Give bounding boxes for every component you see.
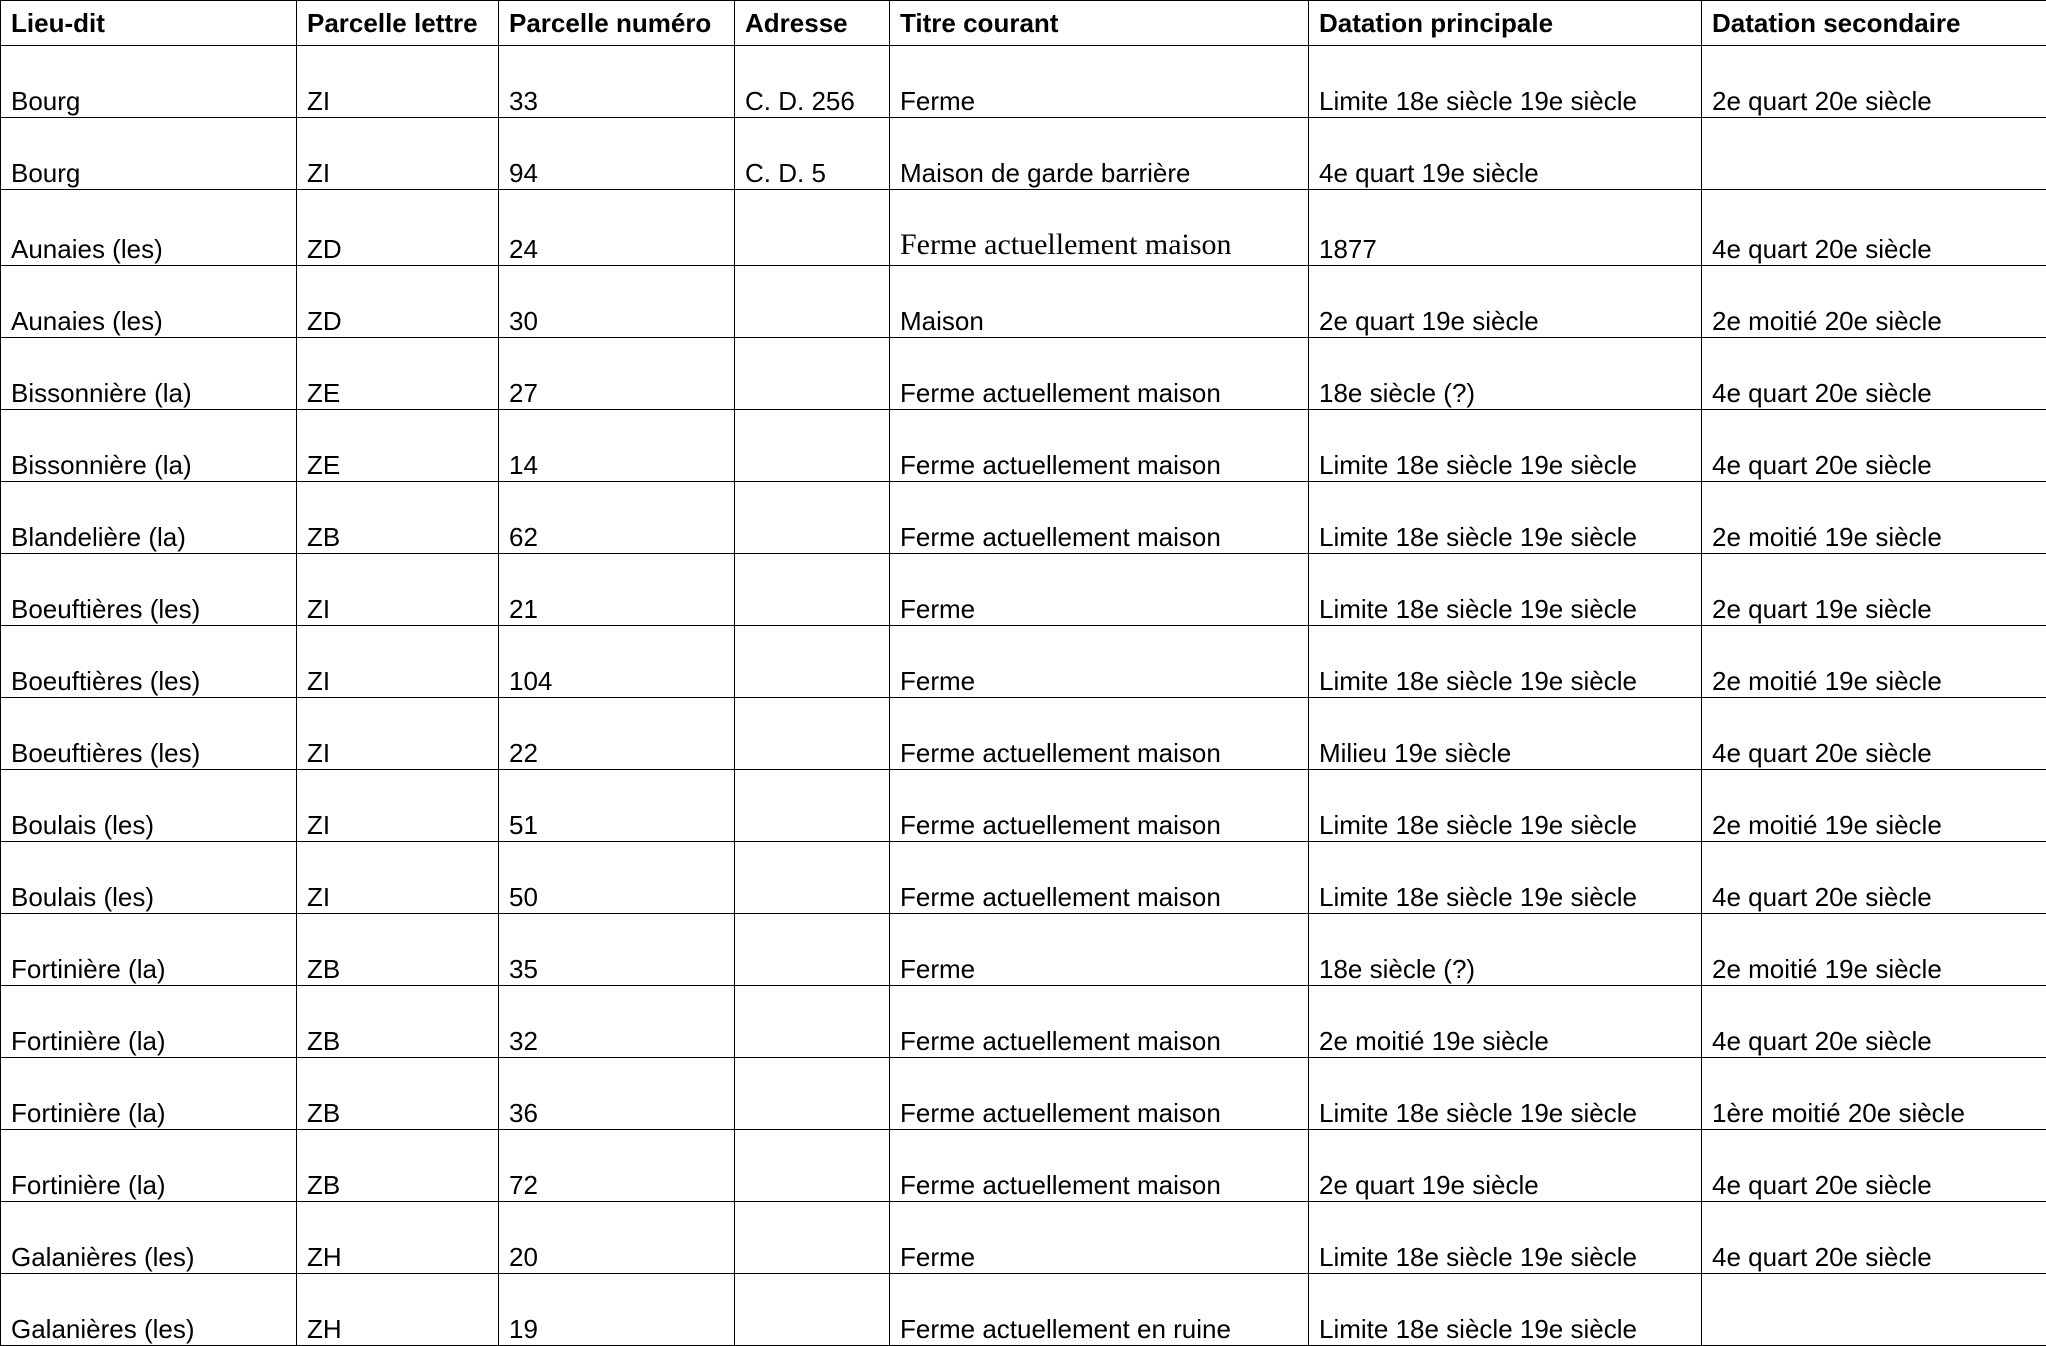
- cell-parcelle-lettre: ZD: [297, 266, 499, 338]
- table-row: [1, 986, 2046, 1058]
- cell-datation-principale: 18e siècle (?): [1309, 914, 1702, 986]
- table-row: [1, 410, 2046, 482]
- cell-lieu-dit: Blandelière (la): [1, 482, 297, 554]
- cell-datation-secondaire: 2e quart 19e siècle: [1702, 554, 2046, 626]
- cell-lieu-dit: Galanières (les): [1, 1202, 297, 1274]
- cell-datation-principale: 2e quart 19e siècle: [1309, 266, 1702, 338]
- cell-adresse: [735, 914, 890, 986]
- table-row: [1, 1274, 2046, 1346]
- cell-lieu-dit: Bourg: [1, 118, 297, 190]
- cell-datation-secondaire: 2e moitié 19e siècle: [1702, 770, 2046, 842]
- cell-parcelle-lettre: ZI: [297, 554, 499, 626]
- cell-datation-secondaire: 4e quart 20e siècle: [1702, 410, 2046, 482]
- cell-titre-courant: Ferme actuellement maison: [890, 410, 1309, 482]
- cell-titre-courant: Maison de garde barrière: [890, 118, 1309, 190]
- cell-parcelle-numero: 62: [499, 482, 735, 554]
- header-adresse: Adresse: [735, 1, 890, 46]
- cell-adresse: [735, 338, 890, 410]
- cell-parcelle-numero: 20: [499, 1202, 735, 1274]
- cell-titre-courant: Ferme: [890, 626, 1309, 698]
- cell-parcelle-lettre: ZI: [297, 626, 499, 698]
- cell-datation-secondaire: 2e moitié 19e siècle: [1702, 482, 2046, 554]
- table-row: [1, 770, 2046, 842]
- header-datation-principale: Datation principale: [1309, 1, 1702, 46]
- cell-datation-secondaire: 1ère moitié 20e siècle: [1702, 1058, 2046, 1130]
- cell-titre-courant: Ferme: [890, 554, 1309, 626]
- cell-parcelle-lettre: ZD: [297, 190, 499, 266]
- cell-lieu-dit: Boeuftières (les): [1, 626, 297, 698]
- cell-datation-principale: 18e siècle (?): [1309, 338, 1702, 410]
- table-row: [1, 46, 2046, 118]
- cell-parcelle-numero: 104: [499, 626, 735, 698]
- cell-titre-courant: Ferme actuellement maison: [890, 1130, 1309, 1202]
- cell-adresse: [735, 554, 890, 626]
- cell-datation-principale: Limite 18e siècle 19e siècle: [1309, 554, 1702, 626]
- cell-datation-principale: 2e moitié 19e siècle: [1309, 986, 1702, 1058]
- cell-titre-courant: Ferme actuellement maison: [890, 698, 1309, 770]
- cell-parcelle-lettre: ZB: [297, 1130, 499, 1202]
- cell-parcelle-lettre: ZE: [297, 338, 499, 410]
- cell-adresse: [735, 698, 890, 770]
- cell-titre-courant: Ferme actuellement maison: [890, 842, 1309, 914]
- cell-datation-principale: Milieu 19e siècle: [1309, 698, 1702, 770]
- cell-titre-courant: Ferme actuellement maison: [890, 770, 1309, 842]
- cell-titre-courant: Ferme: [890, 1202, 1309, 1274]
- cell-adresse: [735, 1202, 890, 1274]
- cell-parcelle-lettre: ZI: [297, 698, 499, 770]
- cell-datation-secondaire: 4e quart 20e siècle: [1702, 698, 2046, 770]
- cell-datation-principale: 4e quart 19e siècle: [1309, 118, 1702, 190]
- cell-lieu-dit: Galanières (les): [1, 1274, 297, 1346]
- cell-lieu-dit: Fortinière (la): [1, 1130, 297, 1202]
- cell-datation-secondaire: [1702, 1274, 2046, 1346]
- cell-datation-principale: 2e quart 19e siècle: [1309, 1130, 1702, 1202]
- cell-adresse: [735, 190, 890, 266]
- cell-titre-courant: Ferme actuellement en ruine: [890, 1274, 1309, 1346]
- cell-parcelle-lettre: ZH: [297, 1202, 499, 1274]
- cell-datation-secondaire: 2e moitié 19e siècle: [1702, 626, 2046, 698]
- cell-datation-secondaire: 4e quart 20e siècle: [1702, 190, 2046, 266]
- cell-parcelle-numero: 27: [499, 338, 735, 410]
- cell-parcelle-numero: 14: [499, 410, 735, 482]
- header-parcelle-lettre: Parcelle lettre: [297, 1, 499, 46]
- table-row: [1, 626, 2046, 698]
- cell-lieu-dit: Aunaies (les): [1, 190, 297, 266]
- cell-datation-secondaire: 4e quart 20e siècle: [1702, 986, 2046, 1058]
- cell-parcelle-numero: 30: [499, 266, 735, 338]
- cell-lieu-dit: Bourg: [1, 46, 297, 118]
- cell-lieu-dit: Boulais (les): [1, 842, 297, 914]
- header-lieu-dit: Lieu-dit: [1, 1, 297, 46]
- cell-parcelle-numero: 33: [499, 46, 735, 118]
- cell-parcelle-numero: 72: [499, 1130, 735, 1202]
- cell-datation-principale: Limite 18e siècle 19e siècle: [1309, 410, 1702, 482]
- table-row: [1, 1202, 2046, 1274]
- cell-parcelle-lettre: ZI: [297, 770, 499, 842]
- cell-parcelle-numero: 36: [499, 1058, 735, 1130]
- cell-parcelle-numero: 50: [499, 842, 735, 914]
- cell-parcelle-numero: 94: [499, 118, 735, 190]
- cell-parcelle-lettre: ZI: [297, 118, 499, 190]
- cell-datation-principale: Limite 18e siècle 19e siècle: [1309, 482, 1702, 554]
- cell-datation-secondaire: 2e quart 20e siècle: [1702, 46, 2046, 118]
- cell-lieu-dit: Bissonnière (la): [1, 338, 297, 410]
- table-body: [1, 46, 2046, 1346]
- cell-datation-principale: Limite 18e siècle 19e siècle: [1309, 1202, 1702, 1274]
- cell-lieu-dit: Bissonnière (la): [1, 410, 297, 482]
- cell-datation-secondaire: 4e quart 20e siècle: [1702, 1202, 2046, 1274]
- cell-parcelle-numero: 32: [499, 986, 735, 1058]
- cell-datation-principale: Limite 18e siècle 19e siècle: [1309, 770, 1702, 842]
- table-row: [1, 338, 2046, 410]
- cell-datation-principale: Limite 18e siècle 19e siècle: [1309, 1058, 1702, 1130]
- cell-parcelle-lettre: ZB: [297, 482, 499, 554]
- cell-datation-principale: Limite 18e siècle 19e siècle: [1309, 1274, 1702, 1346]
- cell-adresse: [735, 842, 890, 914]
- cell-adresse: [735, 1058, 890, 1130]
- cell-lieu-dit: Fortinière (la): [1, 986, 297, 1058]
- cell-parcelle-lettre: ZI: [297, 46, 499, 118]
- cell-datation-principale: 1877: [1309, 190, 1702, 266]
- cell-datation-principale: Limite 18e siècle 19e siècle: [1309, 46, 1702, 118]
- cell-adresse: [735, 770, 890, 842]
- cell-parcelle-lettre: ZB: [297, 914, 499, 986]
- cell-titre-courant: Ferme actuellement maison: [890, 482, 1309, 554]
- cell-parcelle-lettre: ZH: [297, 1274, 499, 1346]
- cell-datation-secondaire: 2e moitié 19e siècle: [1702, 914, 2046, 986]
- table-row: [1, 266, 2046, 338]
- cell-datation-secondaire: 4e quart 20e siècle: [1702, 338, 2046, 410]
- cell-titre-courant: Ferme actuellement maison: [890, 986, 1309, 1058]
- cell-parcelle-numero: 19: [499, 1274, 735, 1346]
- table-row: [1, 698, 2046, 770]
- table-row: [1, 190, 2046, 266]
- cell-parcelle-lettre: ZB: [297, 1058, 499, 1130]
- cell-adresse: [735, 410, 890, 482]
- cell-parcelle-numero: 21: [499, 554, 735, 626]
- table-row: [1, 1058, 2046, 1130]
- cell-parcelle-numero: 24: [499, 190, 735, 266]
- cell-titre-courant: Ferme: [890, 914, 1309, 986]
- cell-adresse: C. D. 5: [735, 118, 890, 190]
- cell-parcelle-lettre: ZI: [297, 842, 499, 914]
- cell-datation-secondaire: 4e quart 20e siècle: [1702, 1130, 2046, 1202]
- cell-adresse: [735, 986, 890, 1058]
- cell-datation-principale: Limite 18e siècle 19e siècle: [1309, 626, 1702, 698]
- cell-adresse: [735, 266, 890, 338]
- table-header-row: [1, 1, 2046, 46]
- cell-lieu-dit: Boeuftières (les): [1, 554, 297, 626]
- cell-adresse: [735, 626, 890, 698]
- header-titre-courant: Titre courant: [890, 1, 1309, 46]
- cell-datation-secondaire: 4e quart 20e siècle: [1702, 842, 2046, 914]
- cell-lieu-dit: Fortinière (la): [1, 1058, 297, 1130]
- cell-lieu-dit: Aunaies (les): [1, 266, 297, 338]
- cell-datation-principale: Limite 18e siècle 19e siècle: [1309, 842, 1702, 914]
- cell-adresse: C. D. 256: [735, 46, 890, 118]
- cell-datation-secondaire: 2e moitié 20e siècle: [1702, 266, 2046, 338]
- table-row: [1, 1130, 2046, 1202]
- cell-titre-courant: Ferme actuellement maison: [890, 190, 1309, 266]
- header-parcelle-numero: Parcelle numéro: [499, 1, 735, 46]
- cell-datation-secondaire: [1702, 118, 2046, 190]
- cell-lieu-dit: Boulais (les): [1, 770, 297, 842]
- cell-parcelle-lettre: ZB: [297, 986, 499, 1058]
- table-row: [1, 554, 2046, 626]
- cell-titre-courant: Ferme actuellement maison: [890, 1058, 1309, 1130]
- cell-titre-courant: Ferme actuellement maison: [890, 338, 1309, 410]
- cell-titre-courant: Ferme: [890, 46, 1309, 118]
- cell-adresse: [735, 1274, 890, 1346]
- cell-adresse: [735, 1130, 890, 1202]
- cell-parcelle-lettre: ZE: [297, 410, 499, 482]
- cell-titre-courant: Maison: [890, 266, 1309, 338]
- cell-lieu-dit: Fortinière (la): [1, 914, 297, 986]
- table-row: [1, 482, 2046, 554]
- header-datation-secondaire: Datation secondaire: [1702, 1, 2046, 46]
- table-row: [1, 118, 2046, 190]
- cell-parcelle-numero: 35: [499, 914, 735, 986]
- cell-parcelle-numero: 51: [499, 770, 735, 842]
- table-row: [1, 914, 2046, 986]
- cell-adresse: [735, 482, 890, 554]
- cell-lieu-dit: Boeuftières (les): [1, 698, 297, 770]
- table-row: [1, 842, 2046, 914]
- cell-parcelle-numero: 22: [499, 698, 735, 770]
